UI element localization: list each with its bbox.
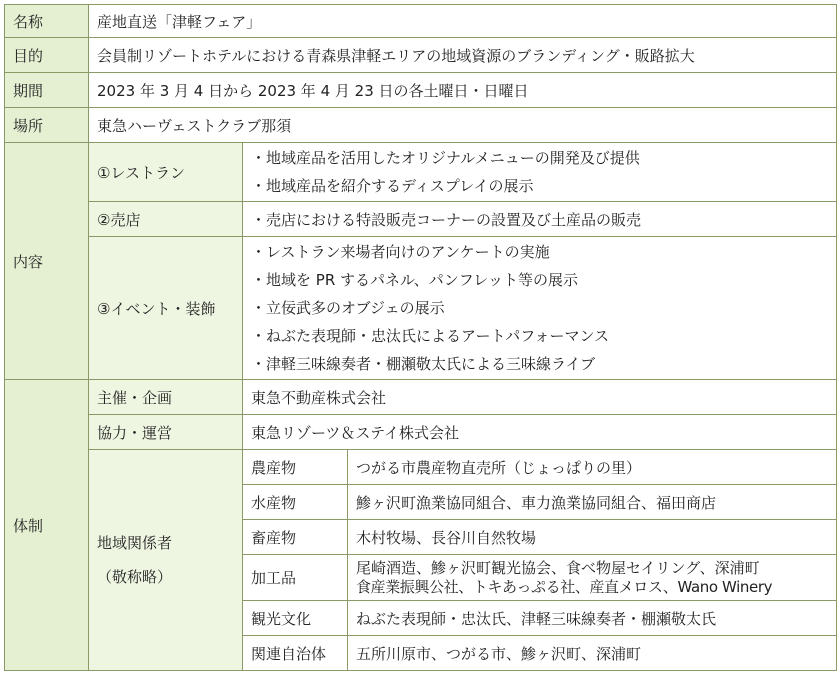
stakeholder-members: 木村牧場、長谷川自然牧場: [348, 520, 837, 555]
purpose-label: 目的: [5, 38, 89, 73]
name-value: 産地直送「津軽フェア」: [89, 5, 837, 38]
organizer-value: 東急不動産株式会社: [243, 380, 837, 415]
restaurant-items: [243, 143, 837, 202]
stakeholder-members-line: 食産業振興公社、トキあっぷる社、産直メロス、Wano Winery: [356, 577, 773, 596]
organizer-label: 主催・企画: [89, 380, 243, 415]
venue-value: 東急ハーヴェストクラブ那須: [89, 108, 837, 143]
stakeholder-members: ねぶた表現師・忠汰氏、津軽三味線奏者・棚瀬敬太氏: [348, 601, 837, 636]
event-item: ・立佞武多のオブジェの展示: [251, 299, 445, 317]
event-items: [243, 237, 837, 380]
row-period: [5, 73, 837, 108]
restaurant-item: ・地域産品を活用したオリジナルメニューの開発及び提供: [251, 149, 640, 167]
event-item: ・ねぶた表現師・忠汰氏によるアートパフォーマンス: [251, 327, 610, 345]
event-label: ③イベント・装飾: [89, 237, 243, 380]
stakeholders-label: [89, 450, 243, 671]
venue-label: 場所: [5, 108, 89, 143]
row-content-restaurant: [5, 143, 837, 202]
event-item: ・津軽三味線奏者・棚瀬敬太氏による三味線ライブ: [251, 355, 596, 373]
shop-item: ・売店における特設販売コーナーの設置及び土産品の販売: [243, 202, 837, 237]
stakeholder-category: 関連自治体: [243, 636, 348, 671]
structure-label: 体制: [5, 380, 89, 671]
row-organizer: [5, 380, 837, 415]
stakeholder-members: 五所川原市、つがる市、鯵ヶ沢町、深浦町: [348, 636, 837, 671]
stakeholder-category: 畜産物: [243, 520, 348, 555]
row-venue: [5, 108, 837, 143]
stakeholder-members: 鯵ヶ沢町漁業協同組合、車力漁業協同組合、福田商店: [348, 485, 837, 520]
restaurant-label: ①レストラン: [89, 143, 243, 202]
row-content-shop: [5, 202, 837, 237]
stakeholder-category: 加工品: [243, 555, 348, 601]
row-operation: [5, 415, 837, 450]
stakeholder-category: 農産物: [243, 450, 348, 485]
shop-label: ②売店: [89, 202, 243, 237]
row-stakeholder-agri: [5, 450, 837, 485]
period-label: 期間: [5, 73, 89, 108]
restaurant-item: ・地域産品を紹介するディスプレイの展示: [251, 177, 534, 195]
name-label: 名称: [5, 5, 89, 38]
row-name: [5, 5, 837, 38]
row-purpose: [5, 38, 837, 73]
stakeholder-members: [348, 555, 837, 601]
stakeholder-members: つがる市農産物直売所（じょっぱりの里）: [348, 450, 837, 485]
purpose-value: 会員制リゾートホテルにおける青森県津軽エリアの地域資源のブランディング・販路拡大: [89, 38, 837, 73]
event-item: ・地域を PR するパネル、パンフレット等の展示: [251, 271, 579, 289]
stakeholder-members-line: 尾崎酒造、鯵ヶ沢町観光協会、食べ物屋セイリング、深浦町: [356, 558, 760, 577]
stakeholders-label-line1: 地域関係者: [97, 534, 173, 552]
fair-outline-table: [4, 4, 837, 671]
content-label: 内容: [5, 143, 89, 380]
period-value: 2023 年 3 月 4 日から 2023 年 4 月 23 日の各土曜日・日曜日: [89, 73, 837, 108]
stakeholder-category: 水産物: [243, 485, 348, 520]
row-content-event: [5, 237, 837, 380]
stakeholders-label-line2: （敬称略）: [97, 568, 173, 586]
fair-outline-document: [4, 4, 836, 678]
operation-value: 東急リゾーツ＆ステイ株式会社: [243, 415, 837, 450]
operation-label: 協力・運営: [89, 415, 243, 450]
event-item: ・レストラン来場者向けのアンケートの実施: [251, 243, 550, 261]
stakeholder-category: 観光文化: [243, 601, 348, 636]
